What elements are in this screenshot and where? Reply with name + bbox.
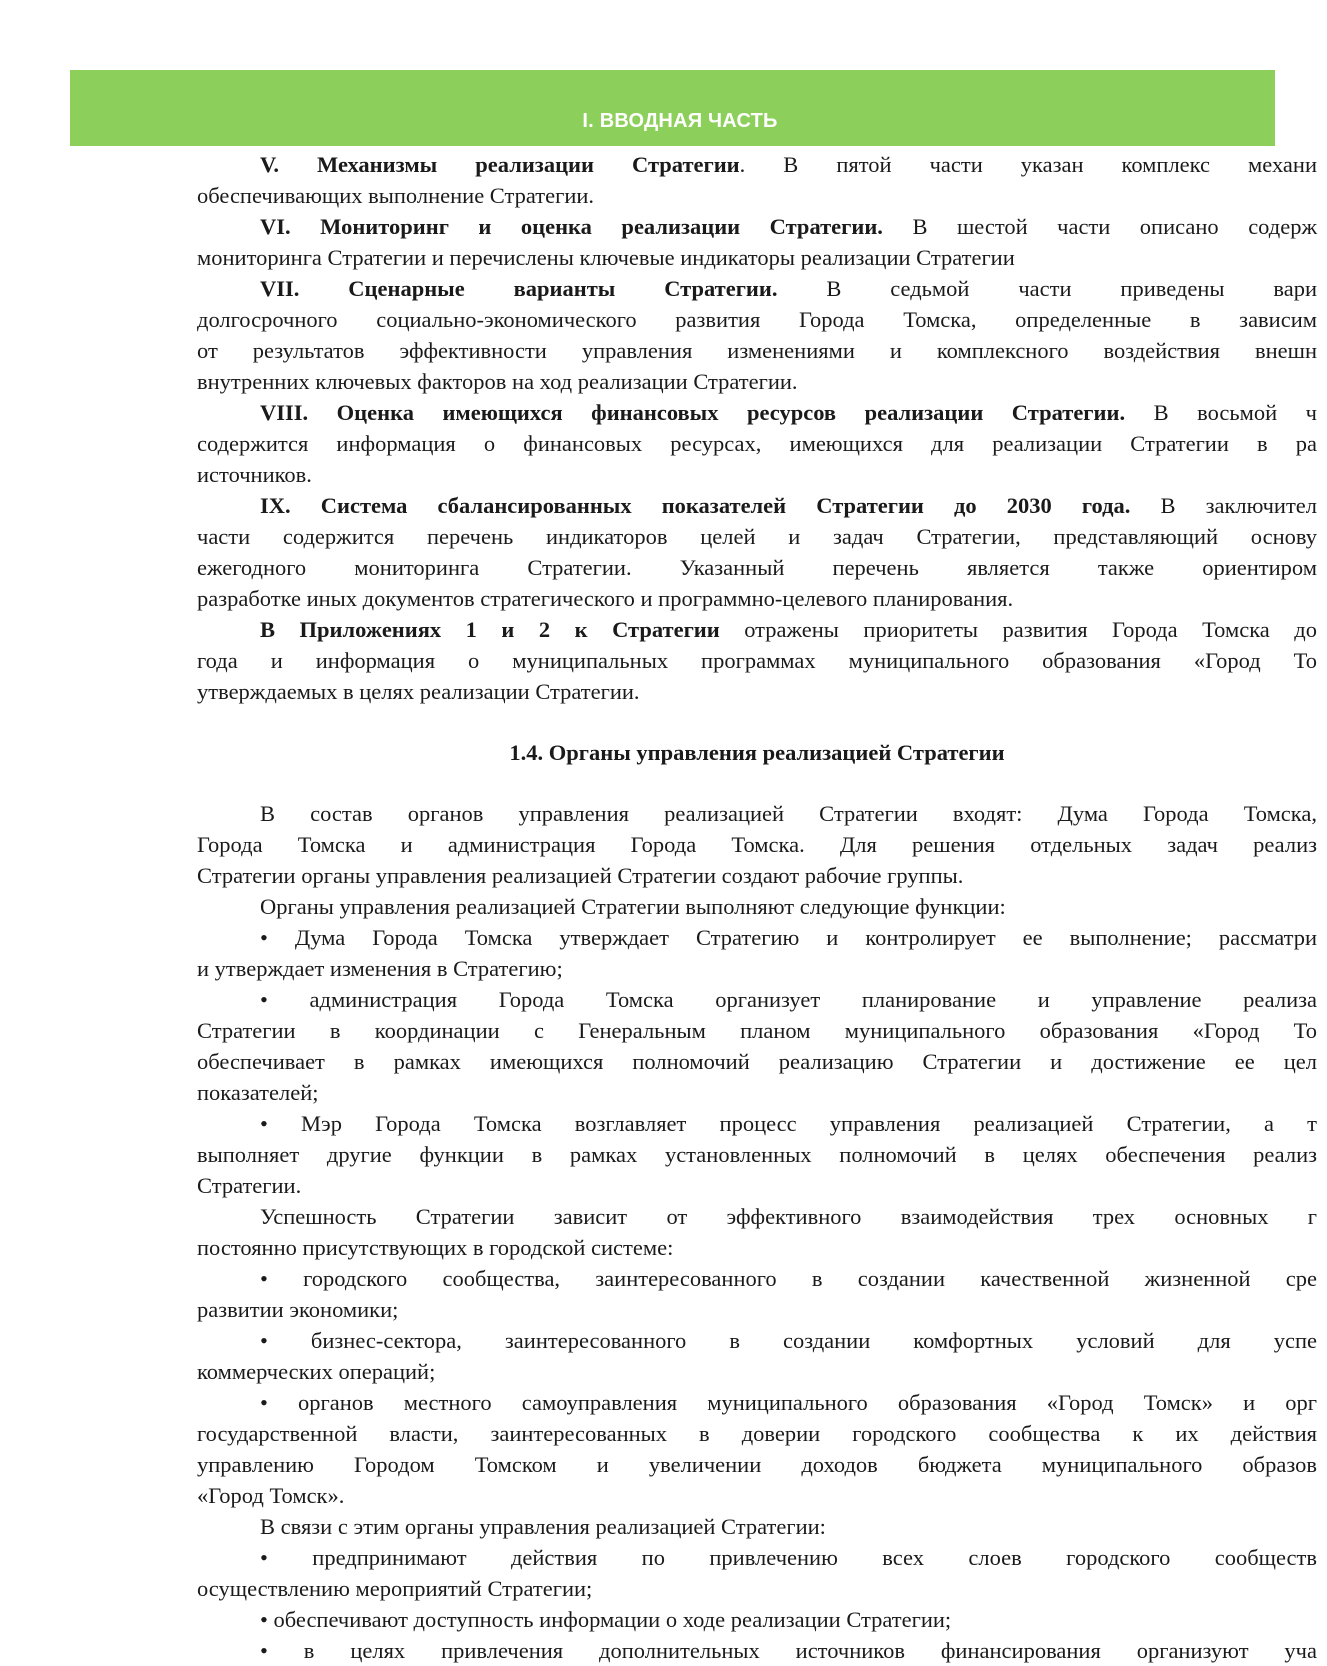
list-item-line: управлению Городом Томском и увеличении доходов бюджета муниципального образов: [197, 1452, 1317, 1477]
paragraph-first-line: В состав органов управления реализацией Стратегии входят: Дума Города Томска,: [260, 801, 1317, 826]
paragraph-first-line: В связи с этим органы управления реализацией Стратегии:: [260, 1514, 826, 1539]
paragraph-success: [197, 1201, 1317, 1263]
list-item-line: Стратегии в координации с Генеральным планом муниципального образования «Город То: [197, 1018, 1317, 1043]
list-item-first-line: • администрация Города Томска организует планирование и управление реализа: [260, 987, 1317, 1012]
list-item-first-line: • предпринимают действия по привлечению всех слоев городского сообществ: [260, 1545, 1317, 1570]
paragraph-line: содержится информация о финансовых ресурсах, имеющихся для реализации Стратегии в ра: [197, 431, 1317, 456]
list-item-line: показателей;: [197, 1080, 319, 1105]
paragraph-heading: IX. Система сбалансированных показателей Стратегии до 2030 года.: [260, 493, 1131, 518]
paragraph-line: от результатов эффективности управления изменениями и комплексного воздействия внешн: [197, 338, 1317, 363]
paragraph-part-v: [197, 149, 1317, 211]
paragraph-line: года и информация о муниципальных программах муниципального образования «Город То: [197, 648, 1317, 673]
paragraph-part-ix: [197, 490, 1317, 614]
list-item-line: Стратегии.: [197, 1173, 302, 1198]
paragraph-line: утверждаемых в целях реализации Стратегии.: [197, 679, 640, 704]
paragraph-text: отражены приоритеты развития Города Томска до: [719, 617, 1317, 642]
paragraph-line: обеспечивающих выполнение Стратегии.: [197, 183, 595, 208]
list-item-line: и утверждает изменения в Стратегию;: [197, 956, 563, 981]
list-item-line: обеспечивает в рамках имеющихся полномочий реализацию Стратегии и достижение ее цел: [197, 1049, 1317, 1074]
paragraph-line: мониторинга Стратегии и перечислены ключевые индикаторы реализации Стратегии: [197, 245, 1015, 270]
paragraph-first-line: [197, 490, 1317, 521]
list-item-information: [197, 1604, 1317, 1635]
list-item-engagement: [197, 1542, 1317, 1604]
paragraph-heading: В Приложениях 1 и 2 к Стратегии: [260, 617, 720, 642]
section-title: 1.4. Органы управления реализацией Стратегии: [509, 740, 1005, 765]
paragraph-line: части содержится перечень индикаторов целей и задач Стратегии, представляющий основу: [197, 524, 1317, 549]
paragraph-therefore: [197, 1511, 1317, 1542]
paragraph-heading: VII. Сценарные варианты Стратегии.: [260, 276, 778, 301]
paragraph-governance-composition: [197, 798, 1317, 891]
document-body: [197, 149, 1317, 1666]
paragraph-text: В седьмой части приведены вари: [777, 276, 1317, 301]
paragraph-part-vii: [197, 273, 1317, 397]
paragraph-first-line: [197, 273, 1317, 304]
list-item-line: государственной власти, заинтересованных в доверии городского сообщества к их действия: [197, 1421, 1317, 1446]
paragraph-text: . В пятой части указан комплекс механи: [739, 152, 1318, 177]
paragraph-text: В заключител: [1130, 493, 1317, 518]
list-item-mayor: [197, 1108, 1317, 1201]
list-item-line: «Город Томск».: [197, 1483, 345, 1508]
paragraph-appendices: [197, 614, 1317, 707]
paragraph-functions-intro: [197, 891, 1317, 922]
list-item-funding: [197, 1635, 1317, 1666]
paragraph-first-line: Органы управления реализацией Стратегии выполняют следующие функции:: [260, 894, 1006, 919]
paragraph-text: В шестой части описано содерж: [882, 214, 1318, 239]
paragraph-line: разработке иных документов стратегического и программно-целевого планирования.: [197, 586, 1014, 611]
paragraph-line: ежегодного мониторинга Стратегии. Указанный перечень является также ориентиром: [197, 555, 1317, 580]
paragraph-line: источников.: [197, 462, 312, 487]
paragraph-part-vi: [197, 211, 1317, 273]
list-item-community: [197, 1263, 1317, 1325]
paragraph-first-line: [197, 614, 1317, 645]
paragraph-heading: V. Механизмы реализации Стратегии: [260, 152, 740, 177]
paragraph-first-line: [197, 397, 1317, 428]
list-item-line: осуществлению мероприятий Стратегии;: [197, 1576, 593, 1601]
list-item-local-government: [197, 1387, 1317, 1511]
section-header-band: [70, 70, 1275, 146]
list-item-first-line: • бизнес-сектора, заинтересованного в создании комфортных условий для успе: [260, 1328, 1317, 1353]
list-item-administration: [197, 984, 1317, 1108]
paragraph-first-line: Успешность Стратегии зависит от эффективного взаимодействия трех основных г: [260, 1204, 1317, 1229]
list-item-line: выполняет другие функции в рамках установленных полномочий в целях обеспечения реализ: [197, 1142, 1317, 1167]
paragraph-first-line: [197, 149, 1317, 180]
paragraph-line: Города Томска и администрация Города Томска. Для решения отдельных задач реализ: [197, 832, 1317, 857]
section-header-title: I. ВВОДНАЯ ЧАСТЬ: [582, 110, 778, 132]
list-item-line: коммерческих операций;: [197, 1359, 436, 1384]
paragraph-part-viii: [197, 397, 1317, 490]
paragraph-first-line: [197, 211, 1317, 242]
paragraph-heading: VIII. Оценка имеющихся финансовых ресурсов реализации Стратегии.: [260, 400, 1126, 425]
list-item-first-line: • обеспечивают доступность информации о ходе реализации Стратегии;: [260, 1607, 952, 1632]
paragraph-line: Стратегии органы управления реализацией Стратегии создают рабочие группы.: [197, 863, 964, 888]
list-item-line: развитии экономики;: [197, 1297, 399, 1322]
list-item-first-line: • Мэр Города Томска возглавляет процесс управления реализацией Стратегии, а т: [260, 1111, 1317, 1136]
list-item-business: [197, 1325, 1317, 1387]
paragraph-text: В восьмой ч: [1125, 400, 1317, 425]
paragraph-heading: VI. Мониторинг и оценка реализации Стратегии.: [260, 214, 883, 239]
paragraph-line: постоянно присутствующих в городской системе:: [197, 1235, 674, 1260]
paragraph-line: внутренних ключевых факторов на ход реализации Стратегии.: [197, 369, 798, 394]
list-item-first-line: • городского сообщества, заинтересованного в создании качественной жизненной сре: [260, 1266, 1317, 1291]
list-item-first-line: • в целях привлечения дополнительных источников финансирования организуют уча: [260, 1638, 1317, 1663]
list-item-duma: [197, 922, 1317, 984]
paragraph-line: долгосрочного социально-экономического развития Города Томска, определенные в зависим: [197, 307, 1317, 332]
list-item-first-line: • органов местного самоуправления муниципального образования «Город Томск» и орг: [260, 1390, 1317, 1415]
list-item-first-line: • Дума Города Томска утверждает Стратегию и контролирует ее выполнение; рассматри: [260, 925, 1317, 950]
